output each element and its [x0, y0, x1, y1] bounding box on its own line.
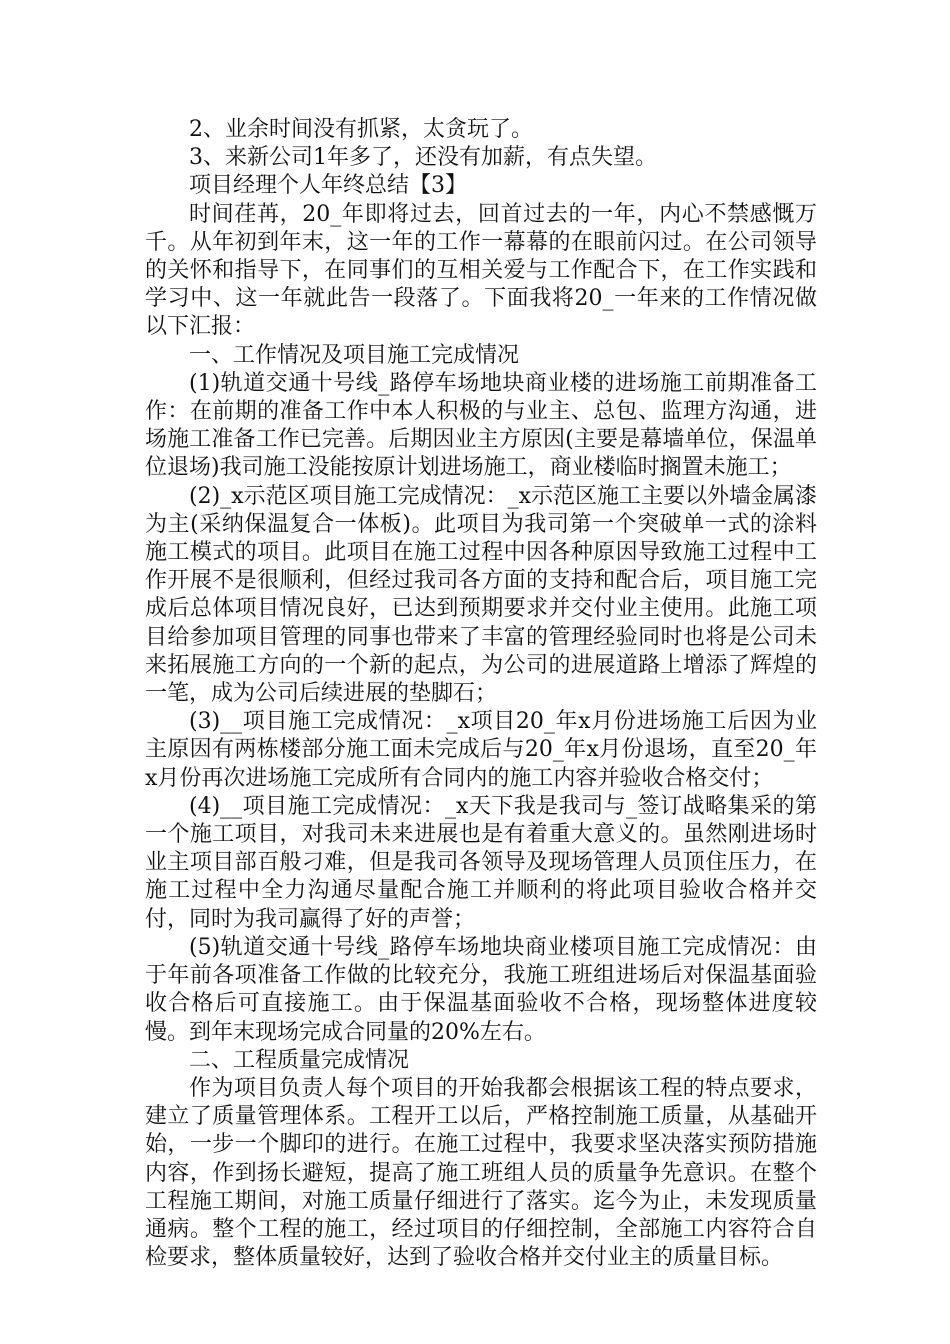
document-body — [145, 116, 817, 1272]
paragraph-item-3: (3)__项目施工完成情况：_x项目20_年x月份进场施工后因为业主原因有两栋楼部分施工面未完成后与20_年x月份退场，直至20_年x月份再次进场施工完成所有合同内的施工内容并验收合格交付； — [145, 709, 817, 791]
paragraph-point-2: 2、业余时间没有抓紧，太贪玩了。 — [189, 117, 533, 142]
paragraph-item-4: (4)__项目施工完成情况：_x天下我是我司与_签订战略集采的第一个施工项目，对我司未来进展也是有着重大意义的。虽然刚进场时业主项目部百般刁难，但是我司各领导及现场管理人员顶住压力，在施工过程中全力沟通尽量配合施工并顺利的将此项目验收合格并交付，同时为我司赢得了好的声誉； — [145, 793, 817, 932]
paragraph-quality: 作为项目负责人每个项目的开始我都会根据该工程的特点要求，建立了质量管理体系。工程开工以后，严格控制施工质量，从基础开始，一步一个脚印的进行。在施工过程中，我要求坚决落实预防措施内容，作到扬长避短，提高了施工班组人员的质量争先意识。在整个工程施工期间，对施工质量仔细进行了落实。迄今为止，未发现质量通病。整个工程的施工，经过项目的仔细控制，全部施工内容符合自检要求，整体质量较好，达到了验收合格并交付业主的质量目标。 — [145, 1075, 817, 1271]
section-heading-quality: 二、工程质量完成情况 — [189, 1047, 410, 1073]
paragraph-intro: 时间荏苒，20_年即将过去，回首过去的一年，内心不禁感慨万千。从年初到年末，这一年的工作一幕幕的在眼前闪过。在公司领导的关怀和指导下，在同事们的互相关爱与工作配合下，在工作实践和学习中、这一年就此告一段落了。下面我将20_一年来的工作情况做以下汇报： — [145, 201, 817, 340]
paragraph-item-2: (2)_x示范区项目施工完成情况：_x示范区施工主要以外墙金属漆为主(采纳保温复合一体板)。此项目为我司第一个突破单一式的涂料施工模式的项目。此项目在施工过程中因各种原因导致施工过程中工作开展不是很顺利，但经过我司各方面的支持和配合后，项目施工完成后总体项目情况良好，已达到预期要求并交付业主使用。此施工项目给参加项目管理的同事也带来了丰富的管理经验同时也将是公司未来拓展施工方向的一个新的起点，为公司的进展道路上增添了辉煌的一笔，成为公司后续进展的垫脚石； — [145, 483, 817, 707]
section-heading-summary: 项目经理个人年终总结【3】 — [189, 173, 467, 199]
paragraph-item-1: (1)轨道交通十号线_路停车场地块商业楼的进场施工前期准备工作：在前期的准备工作中本人积极的与业主、总包、监理方沟通，进场施工准备工作已完善。后期因业主方原因(主要是幕墙单位，保温单位退场)我司施工没能按原计划进场施工，商业楼临时搁置未施工； — [145, 370, 817, 481]
paragraph-point-3: 3、来新公司1年多了，还没有加薪，有点失望。 — [189, 145, 657, 171]
section-heading-work-status: 一、工作情况及项目施工完成情况 — [189, 342, 520, 368]
paragraph-item-5: (5)轨道交通十号线_路停车场地块商业楼项目施工完成情况：由于年前各项准备工作做的比较充分，我施工班组进场后对保温基面验收合格后可直接施工。由于保温基面验收不合格，现场整体进度较慢。到年末现场完成合同量的20%左右。 — [145, 934, 817, 1045]
